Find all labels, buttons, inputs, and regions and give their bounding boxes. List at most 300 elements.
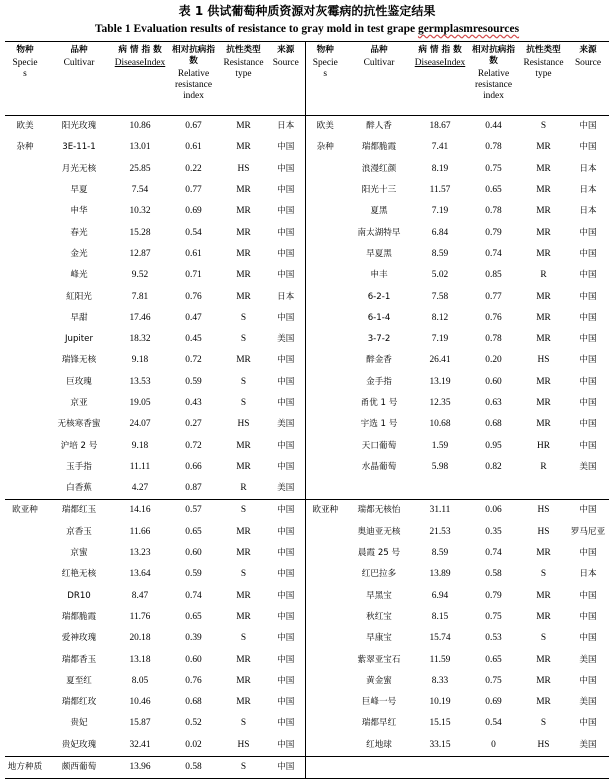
disease-index-cell: 10.46: [129, 697, 151, 708]
species-cell-right: [305, 180, 345, 201]
source-cell-right: 日本: [579, 569, 597, 580]
source-cell: 中国: [267, 756, 305, 778]
resistance-type-cell-right: MR: [536, 611, 551, 622]
cultivar-cell: 红艳无核: [61, 569, 97, 580]
header-cultivar-right: 品种 Cultivar: [345, 42, 413, 116]
source-cell-right: 中国: [579, 142, 597, 153]
resistance-type-cell-right: S: [540, 633, 547, 644]
cultivar-cell: 白香蕉: [66, 483, 92, 494]
cultivar-cell: 贵妃玫瑰: [61, 739, 97, 750]
cultivar-cell-right: 红地球: [366, 739, 392, 750]
relative-index-cell-right: 0.75: [485, 163, 502, 174]
source-cell: 中国: [267, 628, 305, 649]
relative-index-cell-right: 0.75: [485, 611, 502, 622]
species-cell-right: [305, 244, 345, 265]
source-cell: 中国: [267, 522, 305, 543]
cultivar-cell-right: [345, 756, 413, 778]
table-row: [5, 201, 609, 222]
source-cell-right: 中国: [579, 227, 597, 238]
disease-index-cell-right: 1.59: [431, 440, 449, 451]
species-cell: [5, 222, 45, 243]
source-cell: 中国: [267, 308, 305, 329]
relative-index-cell-right: 0.06: [467, 500, 520, 522]
table-row: [5, 543, 609, 564]
cultivar-cell: 瑞都脆霞: [61, 611, 97, 622]
cultivar-cell-right: 巨峰一号: [361, 697, 397, 708]
header-source-right: 来源 Source: [567, 42, 609, 116]
resistance-type-cell: S: [240, 718, 247, 729]
table-title-en-prefix: Table 1 Evaluation results of resistance to gray mold in test grape: [94, 23, 418, 35]
disease-index-cell-right: 31.11: [413, 500, 467, 522]
header-source: 来源 Source: [267, 42, 305, 116]
table-row: [5, 671, 609, 692]
source-cell: 美国: [267, 478, 305, 500]
header-disease-index: 病 情 指 数 DiseaseIndex: [113, 42, 167, 116]
cultivar-cell-right: 夏黑: [370, 206, 388, 217]
species-cell: [5, 586, 45, 607]
cultivar-cell-right: 醉人香: [366, 121, 392, 132]
species-cell-right: [305, 478, 345, 500]
table-row: [5, 586, 609, 607]
source-cell: 中国: [267, 457, 305, 478]
source-cell: 中国: [267, 735, 305, 757]
species-cell: 欧美: [16, 121, 34, 132]
relative-index-cell: 0.59: [185, 376, 202, 387]
source-cell-right: 美国: [579, 461, 597, 472]
disease-index-cell: 24.07: [129, 419, 151, 430]
table-body: [5, 116, 609, 779]
relative-index-cell: 0.65: [185, 526, 202, 537]
table-title-en-wavy: germplasmresources: [417, 23, 520, 35]
resistance-type-cell: S: [240, 633, 247, 644]
resistance-type-cell: MR: [236, 142, 251, 153]
relative-index-cell: 0.76: [185, 675, 202, 686]
disease-index-cell-right: 6.84: [431, 227, 449, 238]
cultivar-cell-right: 瑞都无核怡: [345, 500, 413, 522]
disease-index-cell: 9.18: [131, 440, 149, 451]
relative-index-cell: 0.72: [185, 440, 202, 451]
resistance-type-cell: R: [240, 483, 247, 494]
resistance-type-cell: S: [240, 569, 247, 580]
relative-index-cell: 0.58: [167, 756, 220, 778]
source-cell-right: 中国: [579, 121, 597, 132]
cultivar-cell-right: 浪漫红颜: [361, 163, 397, 174]
source-cell: 中国: [267, 222, 305, 243]
table-title-cn: 表 1 供试葡萄种质资源对灰霉病的抗性鉴定结果: [178, 4, 436, 18]
disease-index-cell-right: 5.98: [431, 461, 449, 472]
resistance-type-cell-right: [520, 756, 567, 778]
disease-index-cell: 13.96: [113, 756, 167, 778]
table-row: [5, 756, 609, 778]
species-cell: 地方种质: [5, 756, 45, 778]
resistance-type-cell-right: MR: [536, 227, 551, 238]
relative-index-cell: 0.69: [185, 206, 202, 217]
table-row: [5, 265, 609, 286]
species-cell: [5, 735, 45, 757]
disease-index-cell-right: 12.35: [429, 398, 451, 408]
relative-index-cell-right: 0.95: [485, 440, 502, 451]
cultivar-cell: 早夏: [70, 185, 88, 196]
species-cell-right: [305, 159, 345, 180]
source-cell-right: 中国: [579, 419, 597, 430]
table-row: [5, 692, 609, 713]
cultivar-cell-right: [345, 478, 413, 500]
species-cell: [5, 564, 45, 585]
resistance-type-cell: S: [240, 312, 247, 323]
cultivar-cell: 紅阳光: [66, 291, 92, 302]
relative-index-cell-right: 0.78: [485, 142, 502, 153]
disease-index-cell: 19.05: [129, 398, 151, 408]
header-resistance-type: 抗性类型 Resistance type: [220, 42, 267, 116]
species-cell: [5, 607, 45, 628]
species-cell-right: [305, 628, 345, 649]
disease-index-cell-right: 15.15: [429, 718, 451, 729]
relative-index-cell-right: [467, 756, 520, 778]
species-cell-right: [305, 607, 345, 628]
resistance-type-cell: MR: [236, 248, 251, 259]
cultivar-cell-right: 奥迪亚无核: [357, 526, 401, 537]
cultivar-cell: 爱神玫瑰: [61, 633, 97, 644]
cultivar-cell-right: 早黑宝: [366, 590, 392, 601]
source-cell: 中国: [267, 393, 305, 414]
disease-index-cell-right: 7.58: [431, 291, 449, 302]
relative-index-cell: 0.74: [185, 590, 202, 601]
species-cell-right: [305, 649, 345, 670]
species-cell-right: [305, 435, 345, 456]
cultivar-cell-right: 黄金蜜: [366, 675, 392, 686]
disease-index-cell-right: 7.41: [431, 142, 449, 153]
disease-index-cell: 11.11: [129, 461, 151, 472]
species-cell-right: [305, 286, 345, 307]
relative-index-cell: 0.54: [185, 227, 202, 238]
relative-index-cell-right: 0.78: [485, 206, 502, 217]
table-row: [5, 329, 609, 350]
species-cell: 欧亚种: [5, 500, 45, 522]
relative-index-cell-right: 0.82: [485, 461, 502, 472]
relative-index-cell: 0.77: [185, 185, 202, 196]
resistance-type-cell: MR: [236, 121, 251, 132]
source-cell: 中国: [267, 543, 305, 564]
resistance-type-cell: S: [220, 500, 267, 522]
resistance-type-cell-right: MR: [536, 248, 551, 259]
relative-index-cell-right: 0.44: [485, 121, 502, 132]
source-cell-right: 中国: [579, 675, 597, 686]
source-cell-right: 中国: [579, 334, 597, 345]
source-cell: 美国: [267, 414, 305, 435]
relative-index-cell-right: 0: [491, 739, 496, 750]
cultivar-cell-right: 天口葡萄: [361, 440, 397, 451]
source-cell: 中国: [267, 692, 305, 713]
disease-index-cell-right: 8.12: [431, 312, 449, 323]
relative-index-cell-right: 0.68: [485, 419, 502, 430]
disease-index-cell-right: 10.68: [429, 419, 451, 430]
source-cell-right: 日本: [579, 185, 597, 196]
cultivar-cell-right: 3-7-2: [367, 334, 391, 345]
resistance-type-cell: HS: [237, 163, 250, 174]
table-row: [5, 735, 609, 757]
relative-index-cell: 0.60: [185, 654, 202, 665]
table-row: [5, 180, 609, 201]
species-cell-right: [305, 393, 345, 414]
relative-index-cell: 0.27: [185, 419, 202, 430]
relative-index-cell-right: 0.53: [485, 633, 502, 644]
relative-index-cell: 0.45: [185, 334, 202, 345]
species-cell-right: [305, 414, 345, 435]
relative-index-cell: 0.02: [185, 739, 202, 750]
species-cell-right: [305, 671, 345, 692]
cultivar-cell-right: 南太湖特早: [357, 227, 401, 238]
disease-index-cell: 17.46: [129, 312, 151, 323]
resistance-table: [5, 41, 609, 779]
table-row: [5, 137, 609, 158]
disease-index-cell-right: 33.15: [429, 739, 451, 750]
source-cell: 中国: [267, 671, 305, 692]
source-cell: 中国: [267, 607, 305, 628]
cultivar-cell-right: 醉金香: [366, 355, 392, 366]
relative-index-cell-right: 0.79: [485, 590, 502, 601]
disease-index-cell: 4.27: [131, 483, 149, 494]
resistance-type-cell-right: HR: [536, 440, 551, 451]
cultivar-cell: 瑞都红玫: [61, 697, 97, 708]
cultivar-cell-right: 早夏黑: [366, 248, 392, 259]
relative-index-cell-right: 0.35: [485, 526, 502, 537]
resistance-type-cell-right: MR: [536, 334, 551, 345]
cultivar-cell-right: 秋红宝: [366, 611, 392, 622]
species-cell: [5, 350, 45, 371]
disease-index-cell: 11.76: [129, 611, 151, 622]
resistance-type-cell-right: S: [540, 718, 547, 729]
source-cell: 中国: [267, 649, 305, 670]
resistance-type-cell-right: R: [540, 270, 547, 281]
resistance-type-cell: MR: [236, 590, 251, 601]
species-cell-right: [305, 586, 345, 607]
resistance-type-cell: MR: [236, 206, 251, 217]
disease-index-cell: 10.86: [129, 121, 151, 132]
source-cell: 中国: [267, 244, 305, 265]
relative-index-cell: 0.57: [167, 500, 220, 522]
source-cell: 中国: [267, 350, 305, 371]
resistance-type-cell: HS: [237, 419, 250, 430]
resistance-type-cell: MR: [236, 355, 251, 366]
cultivar-cell: 夏至红: [66, 675, 92, 686]
species-cell: [5, 159, 45, 180]
table-row: [5, 522, 609, 543]
species-cell: [5, 180, 45, 201]
species-cell-right: 欧美: [316, 121, 334, 132]
cultivar-cell-right: 瑞都早红: [361, 718, 397, 729]
resistance-type-cell-right: MR: [536, 590, 551, 601]
table-row: [5, 435, 609, 456]
cultivar-cell-right: 金手指: [366, 376, 392, 387]
source-cell: 中国: [267, 159, 305, 180]
disease-index-cell: 13.23: [129, 548, 151, 559]
cultivar-cell: 贵妃: [70, 718, 88, 729]
source-cell: 中国: [267, 435, 305, 456]
cultivar-cell: 无核寒香蜜: [57, 419, 101, 430]
source-cell-right: 中国: [579, 440, 597, 451]
table-row: [5, 713, 609, 734]
species-cell: [5, 522, 45, 543]
species-cell-right: 欧亚种: [305, 500, 345, 522]
resistance-type-cell: MR: [236, 291, 251, 302]
resistance-type-cell-right: HS: [537, 739, 550, 750]
disease-index-cell: 13.18: [129, 654, 151, 665]
relative-index-cell-right: 0.78: [485, 334, 502, 345]
relative-index-cell: 0.61: [185, 142, 202, 153]
resistance-type-cell: S: [220, 756, 267, 778]
disease-index-cell-right: 8.15: [431, 611, 449, 622]
resistance-type-cell-right: MR: [536, 312, 551, 323]
source-cell: 美国: [267, 329, 305, 350]
relative-index-cell: 0.72: [185, 355, 202, 366]
resistance-type-cell-right: R: [540, 461, 547, 472]
disease-index-cell-right: 8.59: [431, 548, 449, 559]
source-cell-right: [567, 478, 609, 500]
disease-index-cell-right: 8.19: [431, 163, 449, 174]
resistance-type-cell-right: MR: [536, 291, 551, 302]
cultivar-cell: DR10: [67, 590, 91, 601]
resistance-type-cell: MR: [236, 526, 251, 537]
relative-index-cell: 0.71: [185, 270, 202, 281]
disease-index-cell-right: 13.19: [429, 376, 451, 387]
species-cell-right: [305, 222, 345, 243]
relative-index-cell-right: 0.74: [485, 248, 502, 259]
species-cell: [5, 649, 45, 670]
disease-index-cell-right: 7.19: [431, 334, 449, 345]
resistance-type-cell-right: HS: [520, 500, 567, 522]
table-row: [5, 649, 609, 670]
disease-index-cell: 18.32: [129, 334, 151, 345]
source-cell: 日本: [267, 286, 305, 307]
resistance-type-cell: MR: [236, 697, 251, 708]
cultivar-cell: 巨玫瑰: [66, 376, 92, 387]
cultivar-cell: 京香玉: [66, 526, 92, 537]
cultivar-cell-right: 晨霞 25 号: [357, 548, 401, 559]
disease-index-cell-right: 26.41: [429, 355, 451, 366]
resistance-type-cell-right: [520, 478, 567, 500]
species-cell-right: [305, 543, 345, 564]
header-species-right: 物种 Species: [305, 42, 345, 116]
relative-index-cell-right: 0.69: [485, 697, 502, 708]
species-cell: [5, 457, 45, 478]
resistance-type-cell-right: S: [540, 569, 547, 580]
resistance-type-cell-right: MR: [536, 675, 551, 686]
disease-index-cell: 11.66: [129, 526, 151, 537]
disease-index-cell: 13.53: [129, 376, 151, 387]
relative-index-cell-right: 0.85: [485, 270, 502, 281]
header-relative-index-right: 相对抗病指数 Relative resistance index: [467, 42, 520, 116]
relative-index-cell: 0.43: [185, 398, 202, 408]
species-cell: [5, 244, 45, 265]
table-row: [5, 628, 609, 649]
source-cell: 中国: [267, 180, 305, 201]
relative-index-cell: 0.60: [185, 548, 202, 559]
source-cell: 中国: [267, 372, 305, 393]
species-cell-right: [305, 735, 345, 757]
source-cell-right: 中国: [579, 718, 597, 729]
resistance-type-cell-right: MR: [536, 697, 551, 708]
species-cell-right: [305, 372, 345, 393]
table-row: [5, 244, 609, 265]
source-cell-right: 中国: [579, 312, 597, 323]
disease-index-cell: 8.05: [131, 675, 149, 686]
cultivar-cell: 颇西葡萄: [45, 756, 113, 778]
source-cell: 中国: [267, 586, 305, 607]
table-row: [5, 286, 609, 307]
source-cell-right: 日本: [579, 163, 597, 174]
disease-index-cell-right: 8.59: [431, 248, 449, 259]
table-row: [5, 116, 609, 138]
relative-index-cell: 0.87: [185, 483, 202, 494]
disease-index-cell-right: 13.89: [429, 569, 451, 580]
species-cell: [5, 435, 45, 456]
species-cell-right: [305, 692, 345, 713]
species-cell-right: [305, 522, 345, 543]
resistance-type-cell: MR: [236, 611, 251, 622]
resistance-type-cell: S: [240, 334, 247, 345]
species-cell-right: [305, 713, 345, 734]
source-cell-right: 中国: [579, 248, 597, 259]
cultivar-cell: 申华: [70, 206, 88, 217]
resistance-type-cell-right: MR: [536, 142, 551, 153]
source-cell-right: 中国: [579, 611, 597, 622]
source-cell-right: 中国: [567, 500, 609, 522]
relative-index-cell: 0.65: [185, 611, 202, 622]
species-cell: [5, 329, 45, 350]
cultivar-cell: 瑞锋无核: [61, 355, 97, 366]
relative-index-cell-right: [467, 478, 520, 500]
relative-index-cell: 0.59: [185, 569, 202, 580]
disease-index-cell-right: 5.02: [431, 270, 449, 281]
source-cell-right: [567, 756, 609, 778]
disease-index-cell: 7.81: [131, 291, 149, 302]
disease-index-cell: 32.41: [129, 739, 151, 750]
disease-index-cell: 10.32: [129, 206, 151, 217]
disease-index-cell: 25.85: [129, 163, 151, 174]
source-cell-right: 中国: [579, 270, 597, 281]
resistance-type-cell-right: S: [540, 121, 547, 132]
species-cell: [5, 628, 45, 649]
relative-index-cell-right: 0.77: [485, 291, 502, 302]
resistance-type-cell-right: MR: [536, 654, 551, 665]
relative-index-cell: 0.61: [185, 248, 202, 259]
disease-index-cell-right: 21.53: [429, 526, 451, 537]
cultivar-cell: 京亚: [70, 398, 88, 408]
species-cell: [5, 671, 45, 692]
disease-index-cell-right: 8.33: [431, 675, 449, 686]
species-cell: [5, 713, 45, 734]
source-cell-right: 日本: [579, 206, 597, 217]
cultivar-cell: Jupiter: [64, 334, 93, 345]
source-cell-right: 中国: [579, 398, 597, 408]
species-cell-right: [305, 564, 345, 585]
disease-index-cell-right: 18.67: [429, 121, 451, 132]
species-cell-right: [305, 457, 345, 478]
resistance-type-cell-right: MR: [536, 206, 551, 217]
disease-index-cell-right: [413, 478, 467, 500]
cultivar-cell: 瑞都香玉: [61, 654, 97, 665]
header-row: [5, 42, 609, 116]
species-cell: [5, 543, 45, 564]
species-cell-right: [305, 201, 345, 222]
disease-index-cell: 20.18: [129, 633, 151, 644]
species-cell: [5, 201, 45, 222]
disease-index-cell: 12.87: [129, 248, 151, 259]
table-title-en: [0, 23, 614, 35]
cultivar-cell-right: 6-1-4: [367, 312, 391, 323]
species-cell: 杂种: [16, 142, 34, 153]
cultivar-cell-right: 阳光十三: [361, 185, 397, 196]
